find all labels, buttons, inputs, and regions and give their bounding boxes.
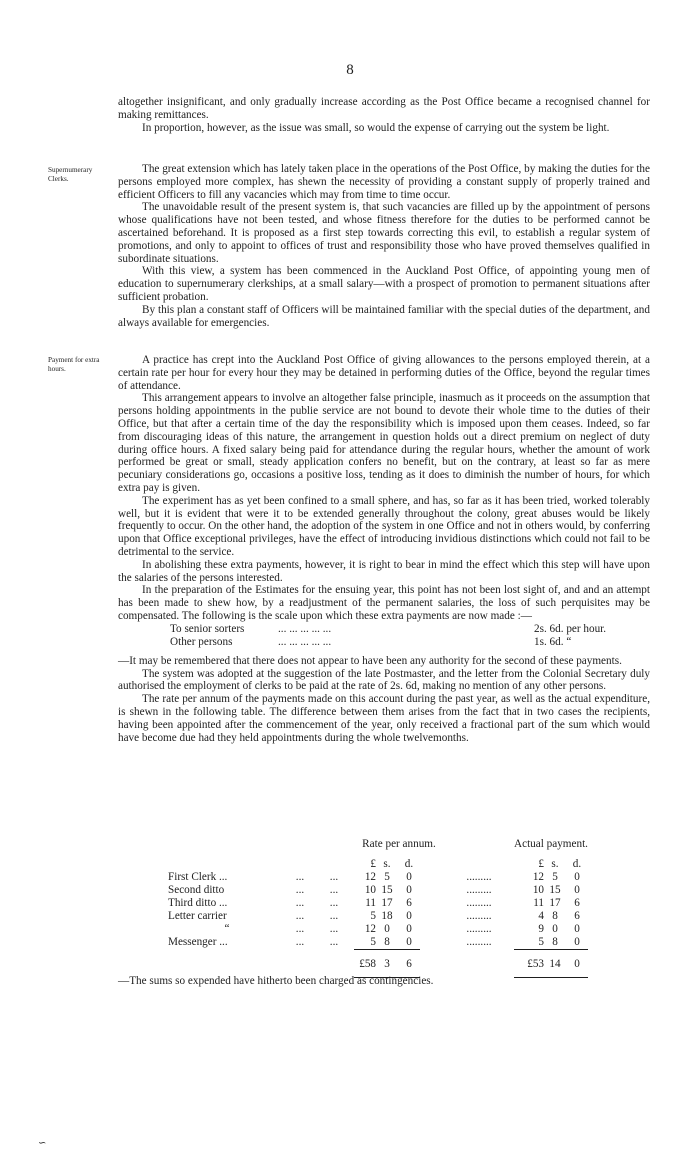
actual-pence: 6 bbox=[574, 897, 580, 909]
total-actual-pounds: £53 bbox=[514, 958, 544, 978]
supernumerary-section bbox=[118, 163, 650, 329]
leader: ... bbox=[329, 936, 339, 949]
table-row bbox=[118, 884, 650, 897]
paragraph: altogether insignificant, and only gradually increase according as the Post Office became a recognised channel for making remittances. bbox=[118, 96, 650, 121]
actual-pence: 0 bbox=[574, 884, 580, 896]
paragraph: The system was adopted at the suggestion of the late Postmaster, and the letter from the Colonial Secretary duly authorised the employment of clerks to be paid at the rate of 2s. 6d, making no mention of any other persons. bbox=[118, 667, 650, 693]
table-row bbox=[118, 923, 650, 936]
rate-per-annum-header: Rate per annum. bbox=[362, 838, 436, 850]
leader: ... bbox=[329, 884, 339, 896]
row-name: “ bbox=[224, 923, 230, 935]
actual-shillings: 17 bbox=[549, 897, 561, 909]
actual-pounds: 4 bbox=[538, 910, 544, 922]
page-number: 8 bbox=[346, 62, 354, 78]
rate-shillings: 17 bbox=[381, 897, 393, 909]
actual-shillings: 8 bbox=[544, 936, 566, 950]
actual-pence: 0 bbox=[574, 923, 580, 935]
closing-note: —The sums so expended have hitherto been charged as contingencies. bbox=[118, 975, 434, 987]
leader: ......... bbox=[466, 884, 492, 896]
actual-shillings: 15 bbox=[549, 884, 561, 896]
actual-pence: 0 bbox=[566, 936, 588, 950]
table-units-row bbox=[118, 858, 650, 871]
rate-pence: 0 bbox=[406, 884, 412, 896]
paragraph: The unavoidable result of the present system is, that such vacancies are filled up by the appointment of persons whose qualifications have not been tested, and whose fitness therefore for the duties to be performed cannot be ascertained beforehand. It is proposed as a first step towards correcting this evil, to establish a regular system of promotions, and only to appoint to offices of trust and responsibility those who have proved themselves qualified in subordinate situations. bbox=[118, 201, 650, 265]
row-name: First Clerk ... bbox=[168, 871, 228, 883]
total-rate-pounds: £58 bbox=[354, 958, 376, 978]
actual-pounds: 5 bbox=[514, 936, 544, 950]
leader: ... bbox=[329, 897, 339, 909]
sidenote-supernumerary-clerks: Supernumerary Clerks. bbox=[48, 166, 93, 183]
scale-who: To senior sorters bbox=[170, 622, 245, 635]
row-name: Messenger ... bbox=[168, 936, 228, 949]
shilling-unit: s. bbox=[551, 858, 559, 870]
table-row bbox=[118, 936, 650, 950]
actual-pounds: 10 bbox=[532, 884, 544, 896]
actual-shillings: 5 bbox=[552, 871, 558, 883]
pound-unit: £ bbox=[370, 858, 376, 870]
paragraph: A practice has crept into the Auckland Post Office of giving allowances to the persons employed therein, at a certain rate per hour for every hour they may be detained in performing duties of the Office, beyond the regular times of attendance. bbox=[118, 354, 650, 392]
rate-pounds: 5 bbox=[354, 936, 376, 950]
total-actual-pence: 0 bbox=[566, 958, 588, 978]
paragraph: By this plan a constant staff of Officers will be maintained familiar with the special duties of the department, and always available for emergencies. bbox=[118, 303, 650, 329]
actual-pence: 6 bbox=[574, 910, 580, 922]
total-actual-shillings: 14 bbox=[544, 958, 566, 978]
paragraph: —It may be remembered that there does not appear to have been any authority for the second of these payments. bbox=[118, 654, 622, 667]
table-row bbox=[118, 910, 650, 923]
rate-shillings: 8 bbox=[376, 936, 398, 950]
paragraph: The great extension which has lately taken place in the operations of the Post Office, by making the duties for the persons employed more complex, has shewn the necessity of providing a constant supply of properly trained and efficient Officers to fill any vacancies which may from time to time occur. bbox=[118, 163, 650, 201]
paragraph: With this view, a system has been commenced in the Auckland Post Office, of appointing young men of education to supernumerary clerkships, at a small salary—with a prospect of promotion to permanent situations after sufficient probation. bbox=[118, 265, 650, 303]
rate-shillings: 15 bbox=[381, 884, 393, 896]
actual-shillings: 0 bbox=[552, 923, 558, 935]
extra-hours-section bbox=[118, 354, 650, 744]
rate-pounds: 10 bbox=[364, 884, 376, 896]
table-row bbox=[118, 897, 650, 910]
leader: ... bbox=[295, 897, 305, 909]
leader: ... bbox=[295, 910, 305, 922]
row-name: Third ditto ... bbox=[168, 897, 228, 909]
actual-pounds: 12 bbox=[532, 871, 544, 883]
scale-who: Other persons bbox=[170, 635, 233, 648]
paragraph: The experiment has as yet been confined to a small sphere, and has, so far as it has been tried, worked tolerably well, but it is evident that were it to be extended generally throughout the colony, great abuses would be likely frequently to occur. On the other hand, the adoption of the system in one Office and not in others would, by conferring upon that Office exceptional privileges, have the effect of introducing invidious distinctions which could not fail to be detrimental to the service. bbox=[118, 494, 650, 558]
payments-table bbox=[118, 838, 650, 978]
leader: ... bbox=[329, 910, 339, 922]
paragraph: In the preparation of the Estimates for the ensuing year, this point has not been lost sight of, and and an attempt has been made to shew how, by a readjustment of the permanent salaries, the loss of such perquisites may be compensated. The following is the scale upon which these extra payments are now made :— bbox=[118, 584, 650, 622]
paragraph: In abolishing these extra payments, however, it is right to bear in mind the effect which this step will have upon the salaries of the persons interested. bbox=[118, 558, 650, 584]
paragraph: The rate per annum of the payments made on this account during the past year, as well as the actual expenditure, is shewn in the following table. The difference between them arises from the fact that in two cases the recipients, having been appointed after the commencement of the year, only received a fractional part of the sum which would have become due had they held appointments during the whole twelvemonths. bbox=[118, 693, 650, 744]
rate-pence: 0 bbox=[406, 923, 412, 935]
scale-rate: 1s. 6d. “ bbox=[534, 635, 572, 648]
leader: ... bbox=[295, 936, 305, 949]
pound-unit: £ bbox=[538, 858, 544, 870]
actual-shillings: 8 bbox=[552, 910, 558, 922]
row-name: Letter carrier bbox=[168, 910, 227, 922]
leader: ......... bbox=[466, 897, 492, 909]
sidenote-payment-extra-hours: Payment for extra hours. bbox=[48, 356, 100, 373]
leader: ... bbox=[295, 923, 305, 935]
table-row bbox=[118, 871, 650, 884]
leader: ... bbox=[295, 871, 305, 883]
leader: ... bbox=[329, 871, 339, 883]
leader: ... bbox=[329, 923, 339, 935]
rate-pence: 0 bbox=[406, 910, 412, 922]
scale-line-senior-sorters bbox=[118, 623, 650, 636]
scale-line-other-persons bbox=[118, 636, 650, 649]
total-rate-shillings: 3 bbox=[376, 958, 398, 978]
paragraph: In proportion, however, as the issue was small, so would the expense of carrying out the system be light. bbox=[142, 121, 610, 134]
scale-leader: ... ... ... ... ... bbox=[278, 622, 332, 635]
scale-rate: 2s. 6d. per hour. bbox=[534, 622, 607, 635]
rate-pounds: 11 bbox=[365, 897, 376, 909]
actual-payment-header: Actual payment. bbox=[514, 838, 588, 850]
leader: ......... bbox=[466, 910, 492, 922]
scale-leader: ... ... ... ... ... bbox=[278, 635, 332, 648]
rate-pence: 0 bbox=[406, 871, 412, 883]
total-rate-pence: 6 bbox=[398, 958, 420, 978]
rate-pounds: 12 bbox=[364, 923, 376, 935]
table-header-row bbox=[118, 838, 650, 851]
intro-section bbox=[118, 96, 650, 134]
rate-pence: 0 bbox=[398, 936, 420, 950]
pence-unit: d. bbox=[572, 858, 582, 870]
leader: ......... bbox=[466, 936, 492, 949]
rate-pounds: 12 bbox=[364, 871, 376, 883]
leader: ... bbox=[295, 884, 305, 896]
rate-pence: 6 bbox=[406, 897, 412, 909]
pence-unit: d. bbox=[404, 858, 414, 870]
actual-pounds: 9 bbox=[538, 923, 544, 935]
paragraph: This arrangement appears to involve an altogether false principle, inasmuch as it proceeds on the assumption that persons holding appointments in the publie service are not bound to devote their whole time to the duties of their Office, but that after a certain time of the day the responsibility which is imposed upon them ceases. Indeed, so far from discouraging ideas of this nature, the arrangement in question holds out a direct premium on neglect of duty during office hours. A fixed salary being paid for attendance during the regular hours, whether the amount of work performed be great or small, steady application confers no benefit, but on the contrary, at least so far as mere pecuniary considerations go, occasions a positive loss, tending as it does to diminish the number of hours, for which extra pay is given. bbox=[118, 392, 650, 494]
actual-pounds: 11 bbox=[533, 897, 544, 909]
leader: ......... bbox=[466, 923, 492, 935]
row-name: Second ditto bbox=[168, 884, 225, 896]
rate-shillings: 0 bbox=[384, 923, 390, 935]
actual-pence: 0 bbox=[574, 871, 580, 883]
rate-shillings: 18 bbox=[381, 910, 393, 922]
rate-shillings: 5 bbox=[384, 871, 390, 883]
rate-pounds: 5 bbox=[370, 910, 376, 922]
leader: ......... bbox=[466, 871, 492, 883]
shilling-unit: s. bbox=[383, 858, 391, 870]
corner-mark: ∽ bbox=[38, 1138, 47, 1149]
